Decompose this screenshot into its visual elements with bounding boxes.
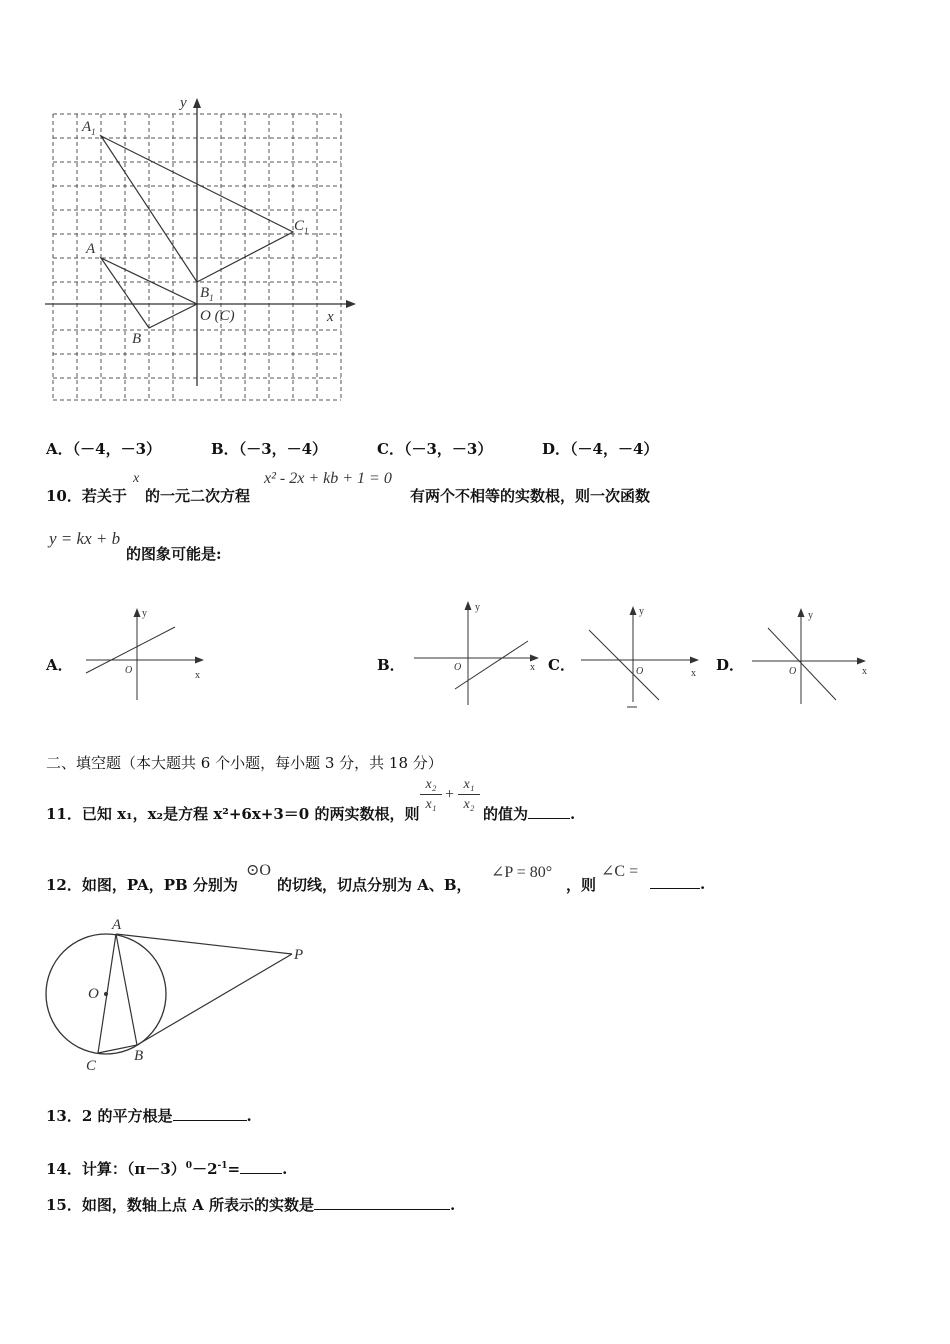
svg-text:B: B <box>134 1048 144 1064</box>
svg-text:O: O <box>454 662 462 673</box>
q10-option-d-label[interactable]: D． <box>716 656 745 674</box>
line-graph-b <box>455 641 528 689</box>
q11-fraction-2: x₁ x₂ <box>458 776 480 815</box>
label-b1: $B_1$ <box>200 285 214 303</box>
q12-angle-p: ∠P = 80° <box>491 864 553 881</box>
q10-option-b-label[interactable]: B． <box>377 656 405 674</box>
q10-line1: 10．若关于 <box>46 487 127 505</box>
svg-text:x: x <box>195 670 200 681</box>
q10-function: y = kx + b <box>49 529 121 548</box>
label-c1: $C_1$ <box>294 218 309 236</box>
q10-graph-a[interactable] <box>80 600 210 710</box>
chord-ab <box>116 934 137 1045</box>
line-graph-c <box>589 630 659 700</box>
q14-answer-blank[interactable] <box>240 1159 282 1174</box>
label-a1: $A_1$ <box>82 119 96 137</box>
q10-graph-c[interactable] <box>577 600 707 712</box>
svg-text:y: y <box>808 610 813 621</box>
y-axis-arrow <box>193 98 201 108</box>
q10-option-c-label[interactable]: C． <box>548 656 575 674</box>
q9-option-a[interactable]: A．（－4，－3） <box>46 440 162 458</box>
svg-text:A: A <box>112 917 122 933</box>
q10-var-x: x <box>133 471 140 486</box>
svg-text:x: x <box>862 666 867 677</box>
tangent-pa <box>116 934 292 954</box>
q12-angle-c: ∠C = <box>601 863 639 880</box>
q10-text4: 的图象可能是: <box>126 545 222 563</box>
svg-text:x: x <box>691 668 696 679</box>
q13-answer-blank[interactable] <box>173 1106 247 1121</box>
label-a: A <box>86 241 96 257</box>
svg-text:y: y <box>475 602 480 613</box>
q10-equation: x² - 2x + kb + 1 = 0 <box>264 470 392 487</box>
q10-text2: 的一元二次方程 <box>145 487 251 505</box>
svg-text:O: O <box>88 986 99 1002</box>
chord-ac <box>98 934 116 1053</box>
circle-tangent-figure <box>40 912 320 1077</box>
q12-answer-blank[interactable] <box>650 874 700 889</box>
q11-text1: 11．已知 x₁，x₂是方程 x²+6x+3＝0 的两实数根，则 <box>46 805 420 823</box>
label-oc: O (C) <box>200 308 235 324</box>
q10-text3: 有两个不相等的实数根，则一次函数 <box>410 487 651 505</box>
label-b: B <box>132 331 142 347</box>
label-x-axis: x <box>327 309 334 325</box>
q11-answer-blank[interactable] <box>528 804 570 819</box>
label-y-axis: y <box>180 95 187 111</box>
q12-text1: 12．如图，PA，PB 分别为 <box>46 876 238 894</box>
svg-text:O: O <box>636 666 644 677</box>
q14-text: 14．计算：$(\pi-3)^0-2^{-1}=$ . <box>46 1160 288 1178</box>
svg-text:y: y <box>639 606 644 617</box>
q11-text2: 的值为 . <box>483 805 576 823</box>
line-graph-d <box>768 628 836 700</box>
q15-answer-blank[interactable] <box>314 1195 450 1210</box>
q12-text2: 的切线，切点分别为 A、B， <box>277 876 472 894</box>
q9-option-c[interactable]: C．（－3，－3） <box>377 440 493 458</box>
section-2-title: 二、填空题（本大题共 6 个小题，每小题 3 分，共 18 分） <box>46 754 443 772</box>
q10-graph-d[interactable] <box>750 600 880 712</box>
x-axis-arrow <box>346 300 356 308</box>
q12-answer: . <box>650 874 705 893</box>
q12-text3: ，则 <box>566 876 597 894</box>
q9-option-b[interactable]: B．（－3，－4） <box>211 440 328 458</box>
q9-option-d[interactable]: D．（－4，－4） <box>542 440 659 458</box>
q13-text: 13．2 的平方根是 . <box>46 1107 252 1125</box>
q10-graph-b[interactable] <box>410 597 545 709</box>
q11-plus: + <box>445 786 455 803</box>
svg-text:O: O <box>125 665 133 676</box>
svg-text:y: y <box>142 608 147 619</box>
svg-text:C: C <box>86 1058 97 1074</box>
q10-option-a-label[interactable]: A． <box>46 656 73 674</box>
grid-figure <box>40 90 370 410</box>
svg-text:O: O <box>789 666 797 677</box>
svg-text:x: x <box>530 662 535 673</box>
svg-text:P: P <box>294 947 304 963</box>
q11-fraction-1: x₂ x₁ <box>420 776 442 815</box>
q15-text: 15．如图，数轴上点 A 所表示的实数是 . <box>46 1196 456 1214</box>
q12-circle-o: ⊙O <box>246 862 271 879</box>
